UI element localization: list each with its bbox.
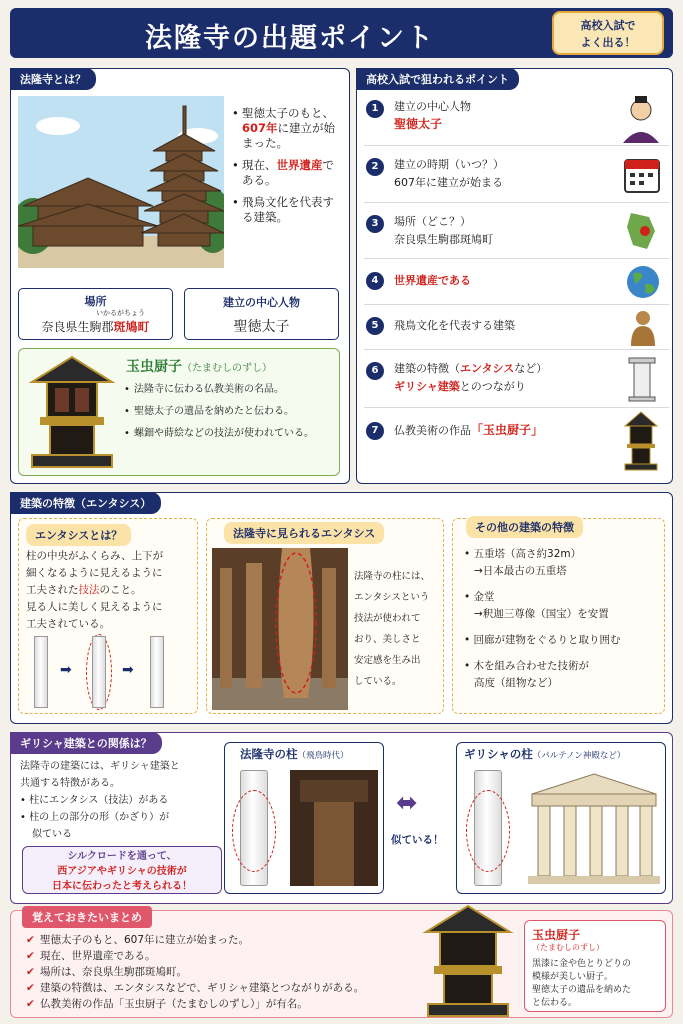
tamamushi-shrine-summary-illustration [420, 902, 516, 1020]
points-tag: 高校入試で狙われるポイント [356, 68, 519, 90]
point-number: 2 [366, 158, 384, 176]
summary-tamamushi-reading: （たまむしのずし） [532, 943, 604, 952]
point-row [364, 408, 669, 478]
summary-tamamushi-desc: 黒漆に金や色とりどりの 模様が美しい厨子。 聖徳太子の遺品を納めた と伝わる。 [532, 959, 632, 1008]
greece-text: 法隆寺の建築には、ギリシャ建築と 共通する特徴がある。 • 柱にエンタシス（技法）がある • 柱の上の部分の形（かざり）が 似ている [20, 761, 180, 840]
person-value: 聖徳太子 [233, 319, 290, 335]
about-bullet: • 聖徳太子のもと、607年に建立が始まった。 [232, 106, 344, 151]
horyuji-entasis-text: 法隆寺の柱には、 エンタシスという 技法が使われて おり、美しさと 安定感を生み出 している。 [354, 571, 431, 687]
point-number: 3 [366, 215, 384, 233]
horyuji-column-photo [290, 770, 378, 886]
point-line: 建築の特徴（エンタシスなど） [394, 362, 548, 375]
about-bullets [232, 106, 344, 232]
place-card [18, 288, 173, 340]
point-row [364, 203, 669, 259]
tamamushi-title: 玉虫厨子（たまむしのずし） [126, 359, 272, 375]
badge-line-2: よく出る！ [580, 36, 636, 49]
arrow-icon: ➡ [122, 662, 134, 678]
summary-tag: 覚えておきたいまとめ [22, 906, 152, 928]
globe-icon [625, 264, 661, 300]
point-row [364, 90, 669, 146]
summary-item: ✔ 仏教美術の作品「玉虫厨子（たまむしのずし）」が有名。 [26, 996, 416, 1012]
entasis-highlight [466, 790, 510, 872]
horyuji-pillars-photo [212, 548, 348, 710]
summary-item: ✔ 現在、世界遺産である。 [26, 948, 416, 964]
entasis-definition-tag: エンタシスとは？ [26, 524, 131, 546]
summary-tamamushi-title: 玉虫厨子 [532, 928, 581, 942]
point-number: 7 [366, 422, 384, 440]
other-features-list: • 五重塔（高さ約32m） →日本最古の五重塔 • 金堂 →釈迦三尊像（国宝）を安置 • 回廊が建物をぐるりと取り囲む • 木を組み合わせた技術が 高度（組物など） [464, 548, 621, 689]
tamamushi-bullets [124, 382, 338, 448]
point-number: 5 [366, 317, 384, 335]
parthenon-illustration [528, 772, 660, 884]
point-row [364, 146, 669, 203]
greece-tag: ギリシャ建築との関係は？ [10, 732, 162, 754]
about-bullet: • 飛鳥文化を代表する建築。 [232, 195, 344, 225]
summary-list [26, 932, 416, 1012]
point-number: 1 [366, 100, 384, 118]
person-label: 建立の中心人物 [223, 296, 300, 309]
point-row [364, 350, 669, 408]
other-features-tag: その他の建築の特徴 [466, 516, 583, 538]
tamamushi-reading: （たまむしのずし） [182, 363, 272, 374]
summary-item: ✔ 場所は、奈良県生駒郡斑鳩町。 [26, 964, 416, 980]
point-line: 建立の時期（いつ？） [394, 158, 504, 171]
tamamushi-bullet: • 聖徳太子の遺品を納めたと伝わる。 [124, 404, 338, 419]
point-line: 仏教美術の作品「玉虫厨子」 [394, 423, 544, 437]
silk-road-callout: シルクロードを通って、 西アジアやギリシャの技術が 日本に伝わったと考えられる！ [22, 846, 222, 894]
map-pin-icon [623, 209, 661, 253]
greek-column-title: ギリシャの柱（パルテノン神殿など） [464, 747, 626, 761]
person-card [184, 288, 339, 340]
point-line: 飛鳥文化を代表する建築 [394, 319, 515, 332]
point-row [364, 305, 669, 350]
tamamushi-shrine-illustration [22, 352, 122, 472]
point-line: 607年に建立が始まる [394, 176, 503, 189]
place-value: 奈良県生駒郡 [41, 320, 114, 334]
arrow-icon: ➡ [60, 662, 72, 678]
about-tag: 法隆寺とは？ [10, 68, 96, 90]
tamamushi-bullet: • 法隆寺に伝わる仏教美術の名品。 [124, 382, 338, 397]
double-arrow-icon: ⬌ [396, 788, 418, 818]
column-icon [627, 356, 657, 402]
point-line-highlight: 聖徳太子 [394, 117, 443, 131]
point-line: ギリシャ建築とのつながり [394, 380, 526, 393]
entasis-column [92, 636, 106, 708]
fluted-column [150, 636, 164, 708]
badge-line-1: 高校入試で [580, 19, 636, 32]
point-line-highlight: 世界遺産である [394, 274, 471, 287]
shrine-icon [621, 410, 661, 474]
horyuji-illustration [18, 96, 224, 268]
point-number: 4 [366, 272, 384, 290]
point-line: 奈良県生駒郡斑鳩町 [394, 233, 493, 246]
summary-item: ✔ 聖徳太子のもと、607年に建立が始まった。 [26, 932, 416, 948]
about-bullet: • 現在、世界遺産である。 [232, 158, 344, 188]
buddha-icon [625, 308, 661, 348]
place-label: 場所 [84, 295, 107, 308]
point-number: 6 [366, 362, 384, 380]
horyuji-entasis-tag: 法隆寺に見られるエンタシス [224, 522, 384, 544]
tamamushi-bullet: • 螺鈿や蒔絵などの技法が使われている。 [124, 426, 338, 441]
entasis-highlight [232, 790, 276, 872]
summary-item: ✔ 建築の特徴は、エンタシスなどで、ギリシャ建築とつながりがある。 [26, 980, 416, 996]
horyuji-column-title: 法隆寺の柱（飛鳥時代） [240, 747, 349, 761]
similar-label: 似ている！ [391, 834, 444, 846]
point-row [364, 259, 669, 305]
place-value-highlight: 斑鳩町 [113, 320, 150, 334]
person-icon [619, 93, 663, 143]
calendar-icon [623, 154, 661, 194]
page-title: 法隆寺の出題ポイント [145, 23, 435, 54]
place-ruby: いかるがちょう [96, 309, 145, 317]
entasis-definition-text: 柱の中央がふくらみ、上下が 細くなるように見えるように 工夫された技法のこと。 見る人に美しく見えるように 工夫されている。 [26, 550, 164, 630]
entasis-tag: 建築の特徴（エンタシス） [10, 492, 161, 514]
exam-badge [552, 11, 664, 55]
point-line: 建立の中心人物 [394, 100, 471, 113]
point-line: 場所（どこ？） [394, 215, 471, 228]
straight-column [34, 636, 48, 708]
